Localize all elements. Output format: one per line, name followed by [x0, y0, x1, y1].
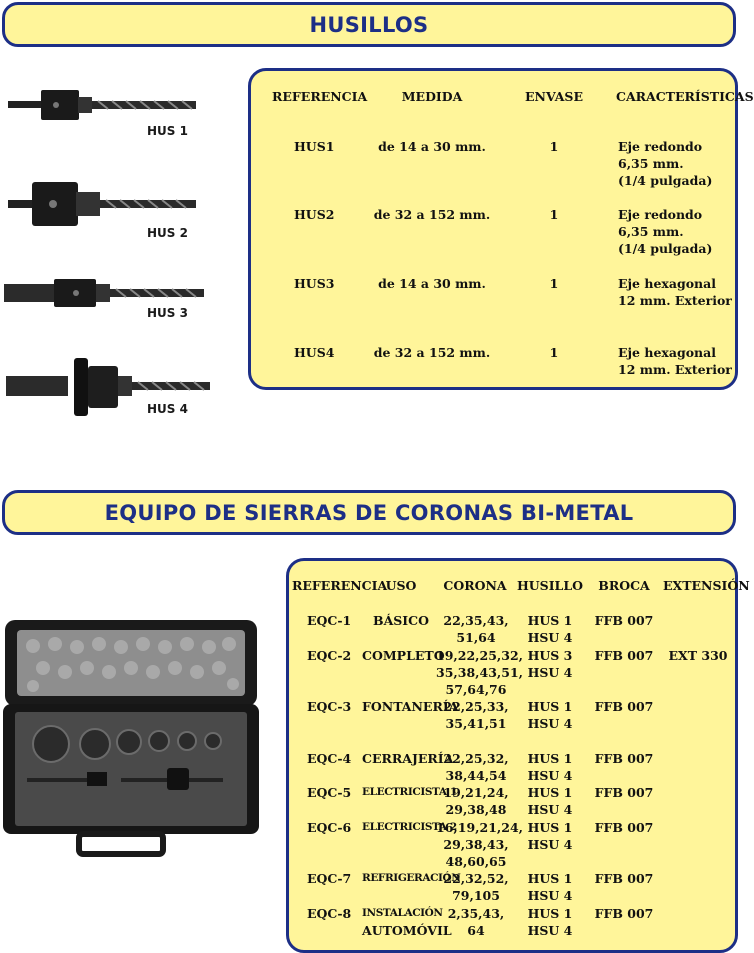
column-header: HUSILLO	[516, 578, 584, 593]
table-row-corona: 16,19,21,24,	[436, 820, 523, 835]
arbor-hus3-image	[4, 276, 206, 310]
column-header: BROCA	[598, 578, 650, 593]
table-row-ref: HUS4	[294, 345, 335, 360]
hole-saw-kit-case-image	[3, 620, 261, 860]
table-row-medida: de 14 a 30 mm.	[378, 276, 486, 291]
table-row-husillo: HSU 4	[527, 768, 573, 783]
column-header: MEDIDA	[401, 89, 463, 104]
table-row-corona: 51,64	[456, 630, 496, 645]
section-banner-husillos	[2, 2, 736, 47]
table-row-corona: 64	[467, 923, 485, 938]
table-row-corona: 22,35,43,	[443, 613, 509, 628]
table-row-ref: HUS1	[294, 139, 335, 154]
table-row-broca: FFB 007	[594, 648, 654, 663]
column-header: USO	[385, 578, 417, 593]
table-row-ref: EQC-8	[307, 906, 352, 921]
arbor-hus1-image	[8, 88, 198, 124]
arbor-label: HUS 4	[147, 402, 188, 416]
table-row-husillo: HUS 1	[527, 820, 573, 835]
table-row-caracteristica: (1/4 pulgada)	[618, 241, 713, 256]
table-row-husillo: HUS 1	[527, 751, 573, 766]
table-row-broca: FFB 007	[594, 906, 654, 921]
table-row-corona: 19,21,24,	[443, 785, 509, 800]
table-row-broca: FFB 007	[594, 785, 654, 800]
table-row-broca: FFB 007	[594, 699, 654, 714]
table-row-envase: 1	[549, 139, 559, 154]
column-header: ENVASE	[525, 89, 583, 104]
table-row-ref: EQC-4	[307, 751, 352, 766]
table-row-corona: 2,35,43,	[447, 906, 505, 921]
table-row-envase: 1	[549, 207, 559, 222]
table-row-caracteristica: 6,35 mm.	[618, 156, 684, 171]
table-row-ref: EQC-5	[307, 785, 352, 800]
table-row-medida: de 32 a 152 mm.	[373, 207, 491, 222]
table-row-broca: FFB 007	[594, 613, 654, 628]
table-row-caracteristica: 6,35 mm.	[618, 224, 684, 239]
table-row-broca: FFB 007	[594, 820, 654, 835]
table-row-husillo: HUS 1	[527, 613, 573, 628]
table-row-husillo: HSU 4	[527, 888, 573, 903]
table-row-husillo: HSU 4	[527, 716, 573, 731]
section-title: EQUIPO DE SIERRAS DE CORONAS BI-METAL	[104, 500, 634, 525]
table-row-corona: 19,22,25,32,	[436, 648, 523, 663]
column-header: CORONA	[443, 578, 507, 593]
arbor-label: HUS 1	[147, 124, 188, 138]
table-row-husillo: HUS 1	[527, 906, 573, 921]
table-row-ref: EQC-7	[307, 871, 352, 886]
table-row-uso: AUTOMÓVIL	[362, 923, 452, 938]
table-row-corona: 35,41,51	[445, 716, 507, 731]
table-row-husillo: HUS 1	[527, 785, 573, 800]
table-row-caracteristica: Eje redondo	[618, 207, 703, 222]
table-row-corona: 79,105	[452, 888, 500, 903]
table-row-ref: EQC-6	[307, 820, 352, 835]
table-row-husillo: HUS 1	[527, 699, 573, 714]
table-row-corona: 22,32,52,	[443, 871, 509, 886]
table-row-ref: HUS2	[294, 207, 335, 222]
table-row-husillo: HUS 1	[527, 871, 573, 886]
table-row-caracteristica: Eje redondo	[618, 139, 703, 154]
table-row-ref: EQC-2	[307, 648, 352, 663]
table-row-ref: EQC-1	[307, 613, 352, 628]
column-header: REFERENCIA	[292, 578, 388, 593]
section-title: HUSILLOS	[309, 12, 429, 37]
table-row-uso: INSTALACIÓN	[362, 907, 443, 919]
table-row-corona: 38,44,54	[445, 768, 507, 783]
table-row-envase: 1	[549, 345, 559, 360]
table-row-corona: 48,60,65	[445, 854, 507, 869]
arbor-label: HUS 3	[147, 306, 188, 320]
section-banner-equipo	[2, 490, 736, 535]
column-header: CARACTERÍSTICAS	[616, 89, 754, 104]
table-row-ref: HUS3	[294, 276, 335, 291]
column-header: EXTENSIÓN	[663, 578, 750, 593]
table-row-corona: 57,64,76	[445, 682, 507, 697]
table-row-caracteristica: Eje hexagonal	[618, 276, 716, 291]
table-row-corona: 29,38,43,	[443, 837, 509, 852]
column-header: REFERENCIA	[272, 89, 368, 104]
table-row-uso: CERRAJERÍA	[362, 751, 454, 766]
table-row-corona: 29,38,48	[445, 802, 507, 817]
table-row-husillo: HUS 3	[527, 648, 573, 663]
table-row-broca: FFB 007	[594, 871, 654, 886]
table-row-caracteristica: 12 mm. Exterior	[618, 362, 732, 377]
table-row-uso: BÁSICO	[373, 613, 429, 628]
table-row-ref: EQC-3	[307, 699, 352, 714]
table-row-caracteristica: 12 mm. Exterior	[618, 293, 732, 308]
table-row-broca: FFB 007	[594, 751, 654, 766]
table-row-uso: ELECTRICISTA 1	[362, 786, 457, 798]
table-row-husillo: HSU 4	[527, 630, 573, 645]
table-row-husillo: HSU 4	[527, 837, 573, 852]
table-row-medida: de 14 a 30 mm.	[378, 139, 486, 154]
table-row-caracteristica: (1/4 pulgada)	[618, 173, 713, 188]
table-row-uso: ELECTRICISTA 2	[362, 821, 457, 833]
table-row-uso: REFRIGERACIÓN	[362, 872, 461, 884]
table-row-corona: 22,25,33,	[443, 699, 509, 714]
table-row-corona: 22,25,32,	[443, 751, 509, 766]
table-row-husillo: HSU 4	[527, 665, 573, 680]
arbor-label: HUS 2	[147, 226, 188, 240]
table-row-corona: 35,38,43,51,	[436, 665, 523, 680]
table-row-envase: 1	[549, 276, 559, 291]
table-row-uso: FONTANERÍA	[362, 699, 459, 714]
table-row-husillo: HSU 4	[527, 802, 573, 817]
table-row-medida: de 32 a 152 mm.	[373, 345, 491, 360]
table-row-husillo: HSU 4	[527, 923, 573, 938]
table-row-uso: COMPLETO	[362, 648, 445, 663]
table-row-caracteristica: Eje hexagonal	[618, 345, 716, 360]
table-row-extension: EXT 330	[668, 648, 728, 663]
arbor-hus2-image	[8, 178, 198, 230]
